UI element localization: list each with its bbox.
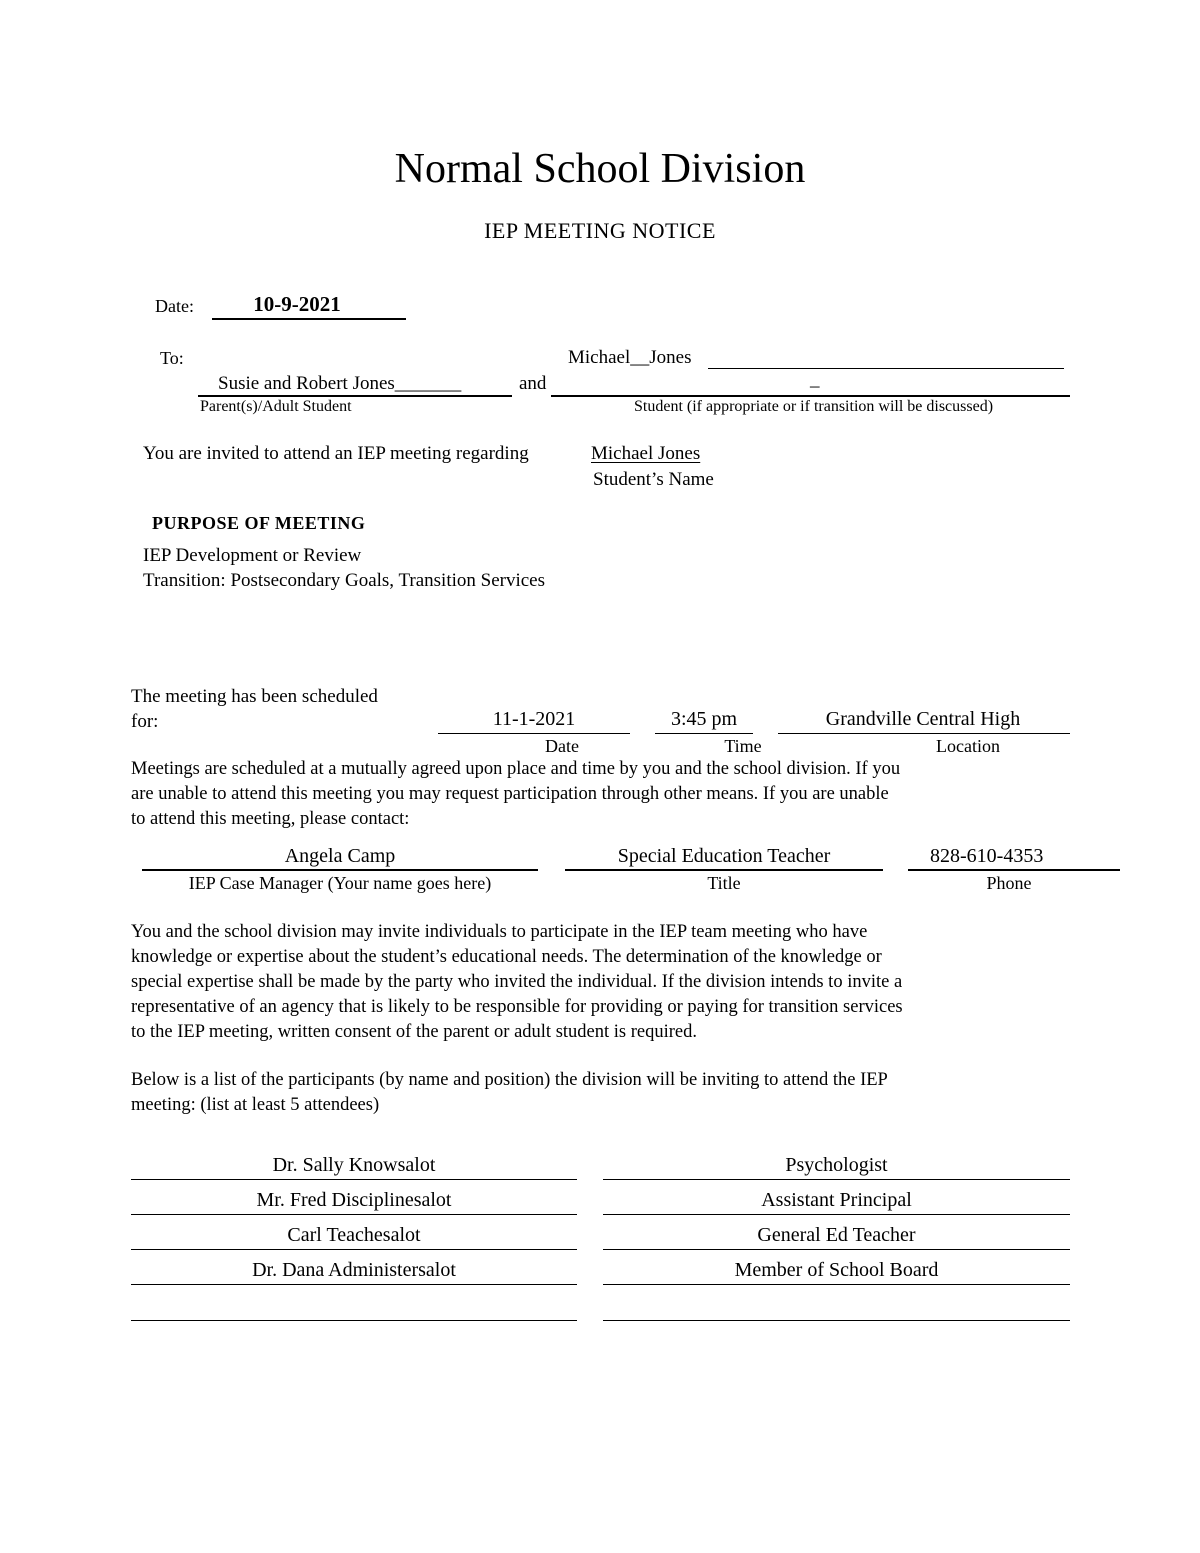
case-manager-title: Special Education Teacher xyxy=(617,845,831,867)
participant-position: Assistant Principal xyxy=(761,1189,912,1211)
student-name-caption: Student’s Name xyxy=(593,469,714,490)
purpose-item: Transition: Postsecondary Goals, Transition Services xyxy=(143,570,545,591)
case-manager-phone: 828-610-4353 xyxy=(930,845,1044,867)
schedule-intro: The meeting has been scheduled xyxy=(131,686,378,707)
case-manager-title-underline xyxy=(565,869,883,871)
meeting-date-caption: Date xyxy=(545,736,579,756)
participant-position-line xyxy=(603,1249,1070,1250)
notice-subtitle: IEP MEETING NOTICE xyxy=(484,218,716,243)
contact-paragraph: Meetings are scheduled at a mutually agreed upon place and time by you and the school division. If you are unable to attend this meeting you may request participation through other means. If you are unable to attend this meeting, please contact: xyxy=(131,759,901,829)
case-manager-name: Angela Camp xyxy=(284,845,396,867)
participant-position-line xyxy=(603,1179,1070,1180)
meeting-location-caption: Location xyxy=(936,736,1000,756)
participant-position-line xyxy=(603,1320,1070,1321)
meeting-date-value: 11-1-2021 xyxy=(492,708,576,730)
meeting-time-value: 3:45 pm xyxy=(670,708,738,730)
case-manager-underline xyxy=(142,869,538,871)
case-manager-caption: IEP Case Manager (Your name goes here) xyxy=(188,873,492,893)
parents-recipient: Susie and Robert Jones_______ xyxy=(218,373,462,394)
invitation-text: You are invited to attend an IEP meeting regarding xyxy=(143,443,529,464)
student-recipient-underline xyxy=(708,368,1064,369)
page-title: Normal School Division xyxy=(394,146,806,192)
invite-paragraph: You and the school division may invite individuals to participate in the IEP team meeting who have knowledge or expertise about the student’s educational needs. The determination of the knowledge or special expertise shall be made by the party who invited the individual. If the division intends to invite a representative of an agency that is likely to be responsible for providing or paying for transition services to the IEP meeting, written consent of the parent or adult student is required. xyxy=(131,922,903,1042)
notice-date-value: 10-9-2021 xyxy=(253,292,341,316)
participant-position-line xyxy=(603,1284,1070,1285)
participant-position: Psychologist xyxy=(785,1154,888,1176)
meeting-location-underline xyxy=(778,733,1070,734)
parents-underline xyxy=(198,395,512,397)
participant-name-line xyxy=(131,1214,577,1215)
student-recipient: Michael__Jones xyxy=(568,347,692,368)
date-label: Date: xyxy=(155,296,194,316)
meeting-location-value: Grandville Central High xyxy=(825,708,1021,730)
participant-position: Member of School Board xyxy=(734,1259,939,1281)
participant-name-line xyxy=(131,1179,577,1180)
participant-position-line xyxy=(603,1214,1070,1215)
case-manager-phone-underline xyxy=(908,869,1120,871)
meeting-time-underline xyxy=(655,733,753,734)
purpose-heading: PURPOSE OF MEETING xyxy=(152,513,366,533)
and-label: and xyxy=(519,373,547,394)
participant-name: Dr. Dana Administersalot xyxy=(252,1259,456,1281)
meeting-time-caption: Time xyxy=(724,736,762,756)
participant-name: Mr. Fred Disciplinesalot xyxy=(256,1189,452,1211)
student-caption: Student (if appropriate or if transition will be discussed) xyxy=(634,398,994,415)
parents-caption: Parent(s)/Adult Student xyxy=(200,398,352,415)
student-underline xyxy=(551,395,1070,397)
date-underline xyxy=(212,318,406,320)
participant-position: General Ed Teacher xyxy=(757,1224,916,1246)
case-manager-phone-caption: Phone xyxy=(986,873,1032,893)
participant-name: Dr. Sally Knowsalot xyxy=(272,1154,436,1176)
to-label: To: xyxy=(160,348,184,368)
meeting-date-underline xyxy=(438,733,630,734)
student-underscore: _ xyxy=(810,369,820,390)
invitation-student-name: Michael Jones xyxy=(591,443,701,464)
purpose-item: IEP Development or Review xyxy=(143,545,362,566)
participant-name: Carl Teachesalot xyxy=(287,1224,421,1246)
participant-name-line xyxy=(131,1249,577,1250)
case-manager-title-caption: Title xyxy=(707,873,741,893)
participant-name-line xyxy=(131,1320,577,1321)
participants-intro: Below is a list of the participants (by name and position) the division will be inviting to attend the IEP meeting: (list at least 5 attendees) xyxy=(131,1070,888,1115)
participant-name-line xyxy=(131,1284,577,1285)
schedule-intro-for: for: xyxy=(131,711,159,732)
